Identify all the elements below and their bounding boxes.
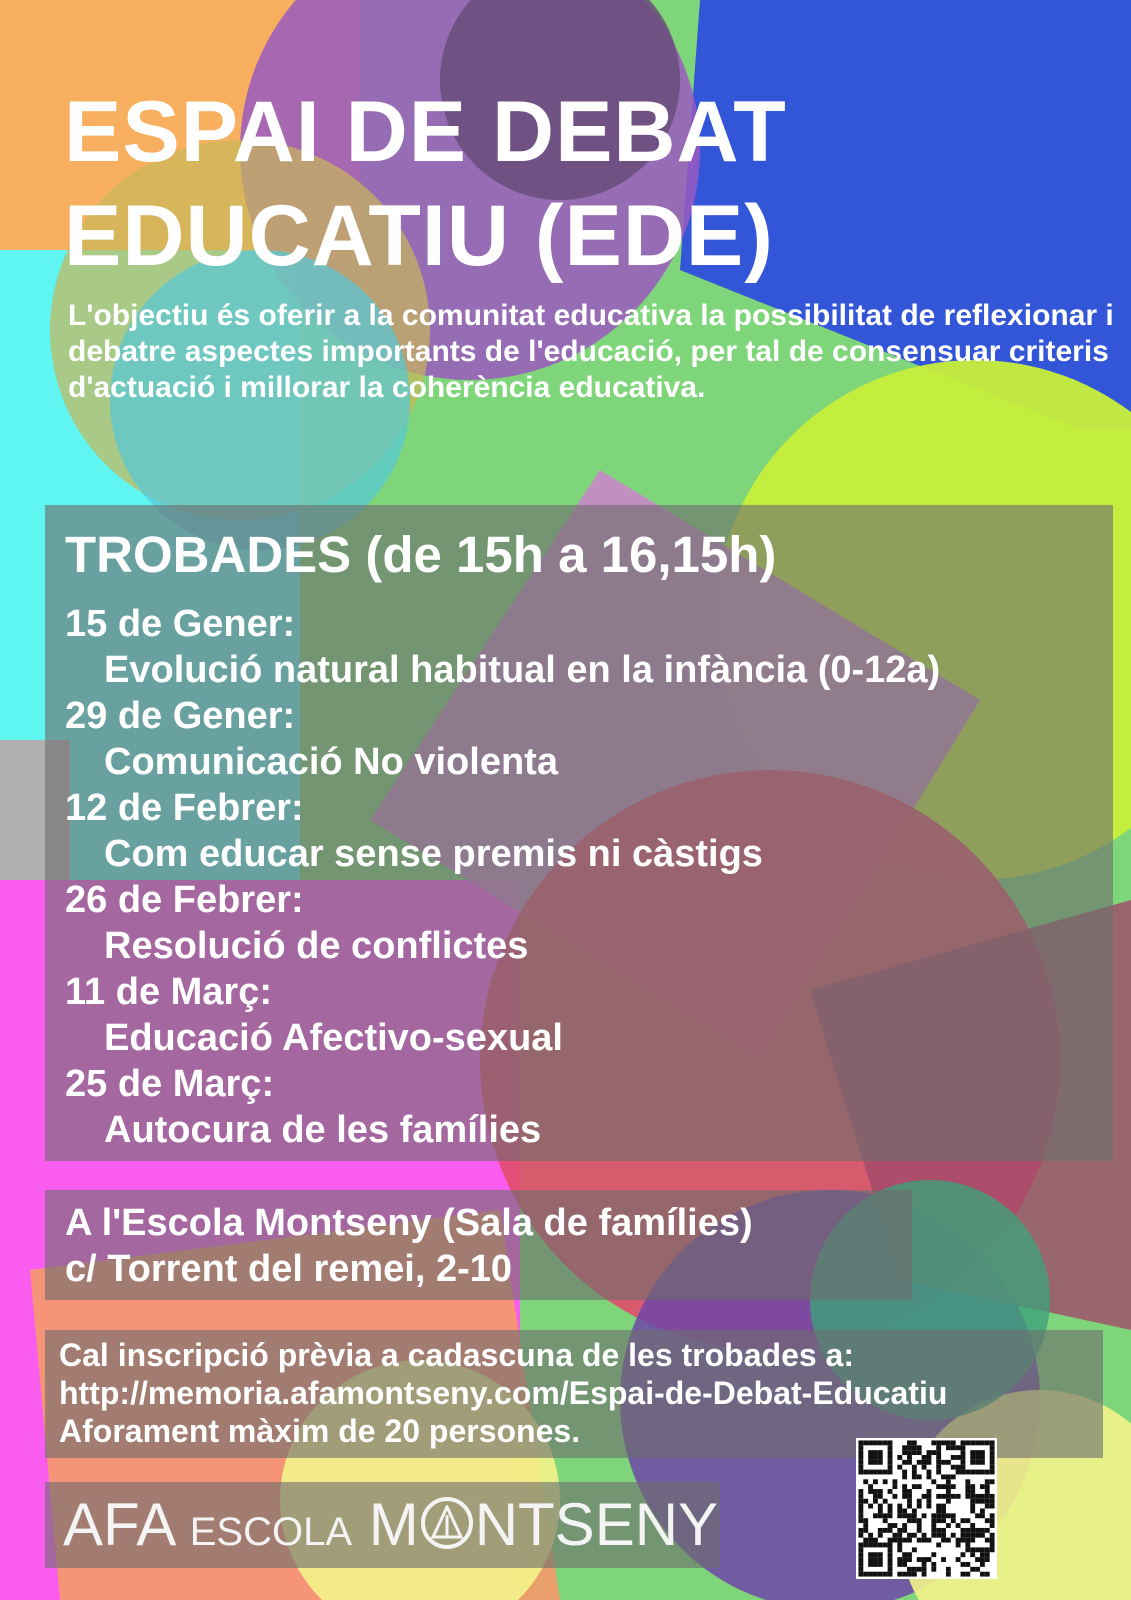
registration-url[interactable]: http://memoria.afamontseny.com/Espai-de-Debat-Educatiu (59, 1375, 948, 1411)
afa-logo (45, 1482, 720, 1568)
event-date: 29 de Gener: (65, 695, 296, 737)
event-topic: Autocura de les famílies (104, 1109, 542, 1151)
mountain-icon (421, 1497, 473, 1549)
logo-part-escola: ESCOLA (189, 1510, 353, 1554)
intro-text: L'objectiu és oferir a la comunitat educativa la possibilitat de reflexionar i debatre aspectes importants de l'educació, per tal de consensuar criteris d'actuació i millorar la coherència educativa. (68, 299, 1114, 404)
title-line-2: EDUCATIU (EDE) (64, 188, 774, 284)
event-date: 25 de Març: (65, 1063, 275, 1105)
title-line-1: ESPAI DE DEBAT (64, 84, 787, 180)
event-item (65, 785, 940, 877)
logo-part-ntseny: NTSENY (474, 1491, 719, 1558)
qr-code-pattern (856, 1438, 997, 1579)
event-topic: Resolució de conflictes (104, 925, 529, 967)
logo-part-m: M (368, 1491, 419, 1558)
event-item (65, 969, 940, 1061)
event-item (65, 1061, 940, 1153)
logo-part-afa: AFA (63, 1491, 174, 1558)
schedule-heading: TROBADES (de 15h a 16,15h) (65, 526, 777, 583)
event-date: 11 de Març: (65, 971, 272, 1013)
event-topic: Com educar sense premis ni càstigs (104, 833, 763, 875)
page-title (64, 80, 787, 288)
logo-text (63, 1490, 718, 1567)
event-item (65, 601, 940, 693)
venue-text (65, 1200, 753, 1292)
venue-name: A l'Escola Montseny (Sala de famílies) (65, 1202, 753, 1244)
schedule-panel (45, 505, 1113, 1161)
venue-panel (45, 1190, 912, 1300)
event-topic: Evolució natural habitual en la infància (0-12a) (104, 649, 941, 691)
event-topic: Educació Afectivo-sexual (104, 1017, 563, 1059)
event-item (65, 877, 940, 969)
qr-code[interactable] (856, 1438, 997, 1579)
event-date: 26 de Febrer: (65, 879, 304, 921)
event-list (65, 601, 940, 1153)
event-topic: Comunicació No violenta (104, 741, 558, 783)
event-date: 12 de Febrer: (65, 787, 304, 829)
event-item (65, 693, 940, 785)
venue-address: c/ Torrent del remei, 2-10 (65, 1248, 513, 1290)
event-date: 15 de Gener: (65, 603, 296, 645)
registration-note: Cal inscripció prèvia a cadascuna de les trobades a: (59, 1337, 854, 1373)
capacity-note: Aforament màxim de 20 persones. (59, 1413, 581, 1449)
registration-text (59, 1336, 947, 1450)
